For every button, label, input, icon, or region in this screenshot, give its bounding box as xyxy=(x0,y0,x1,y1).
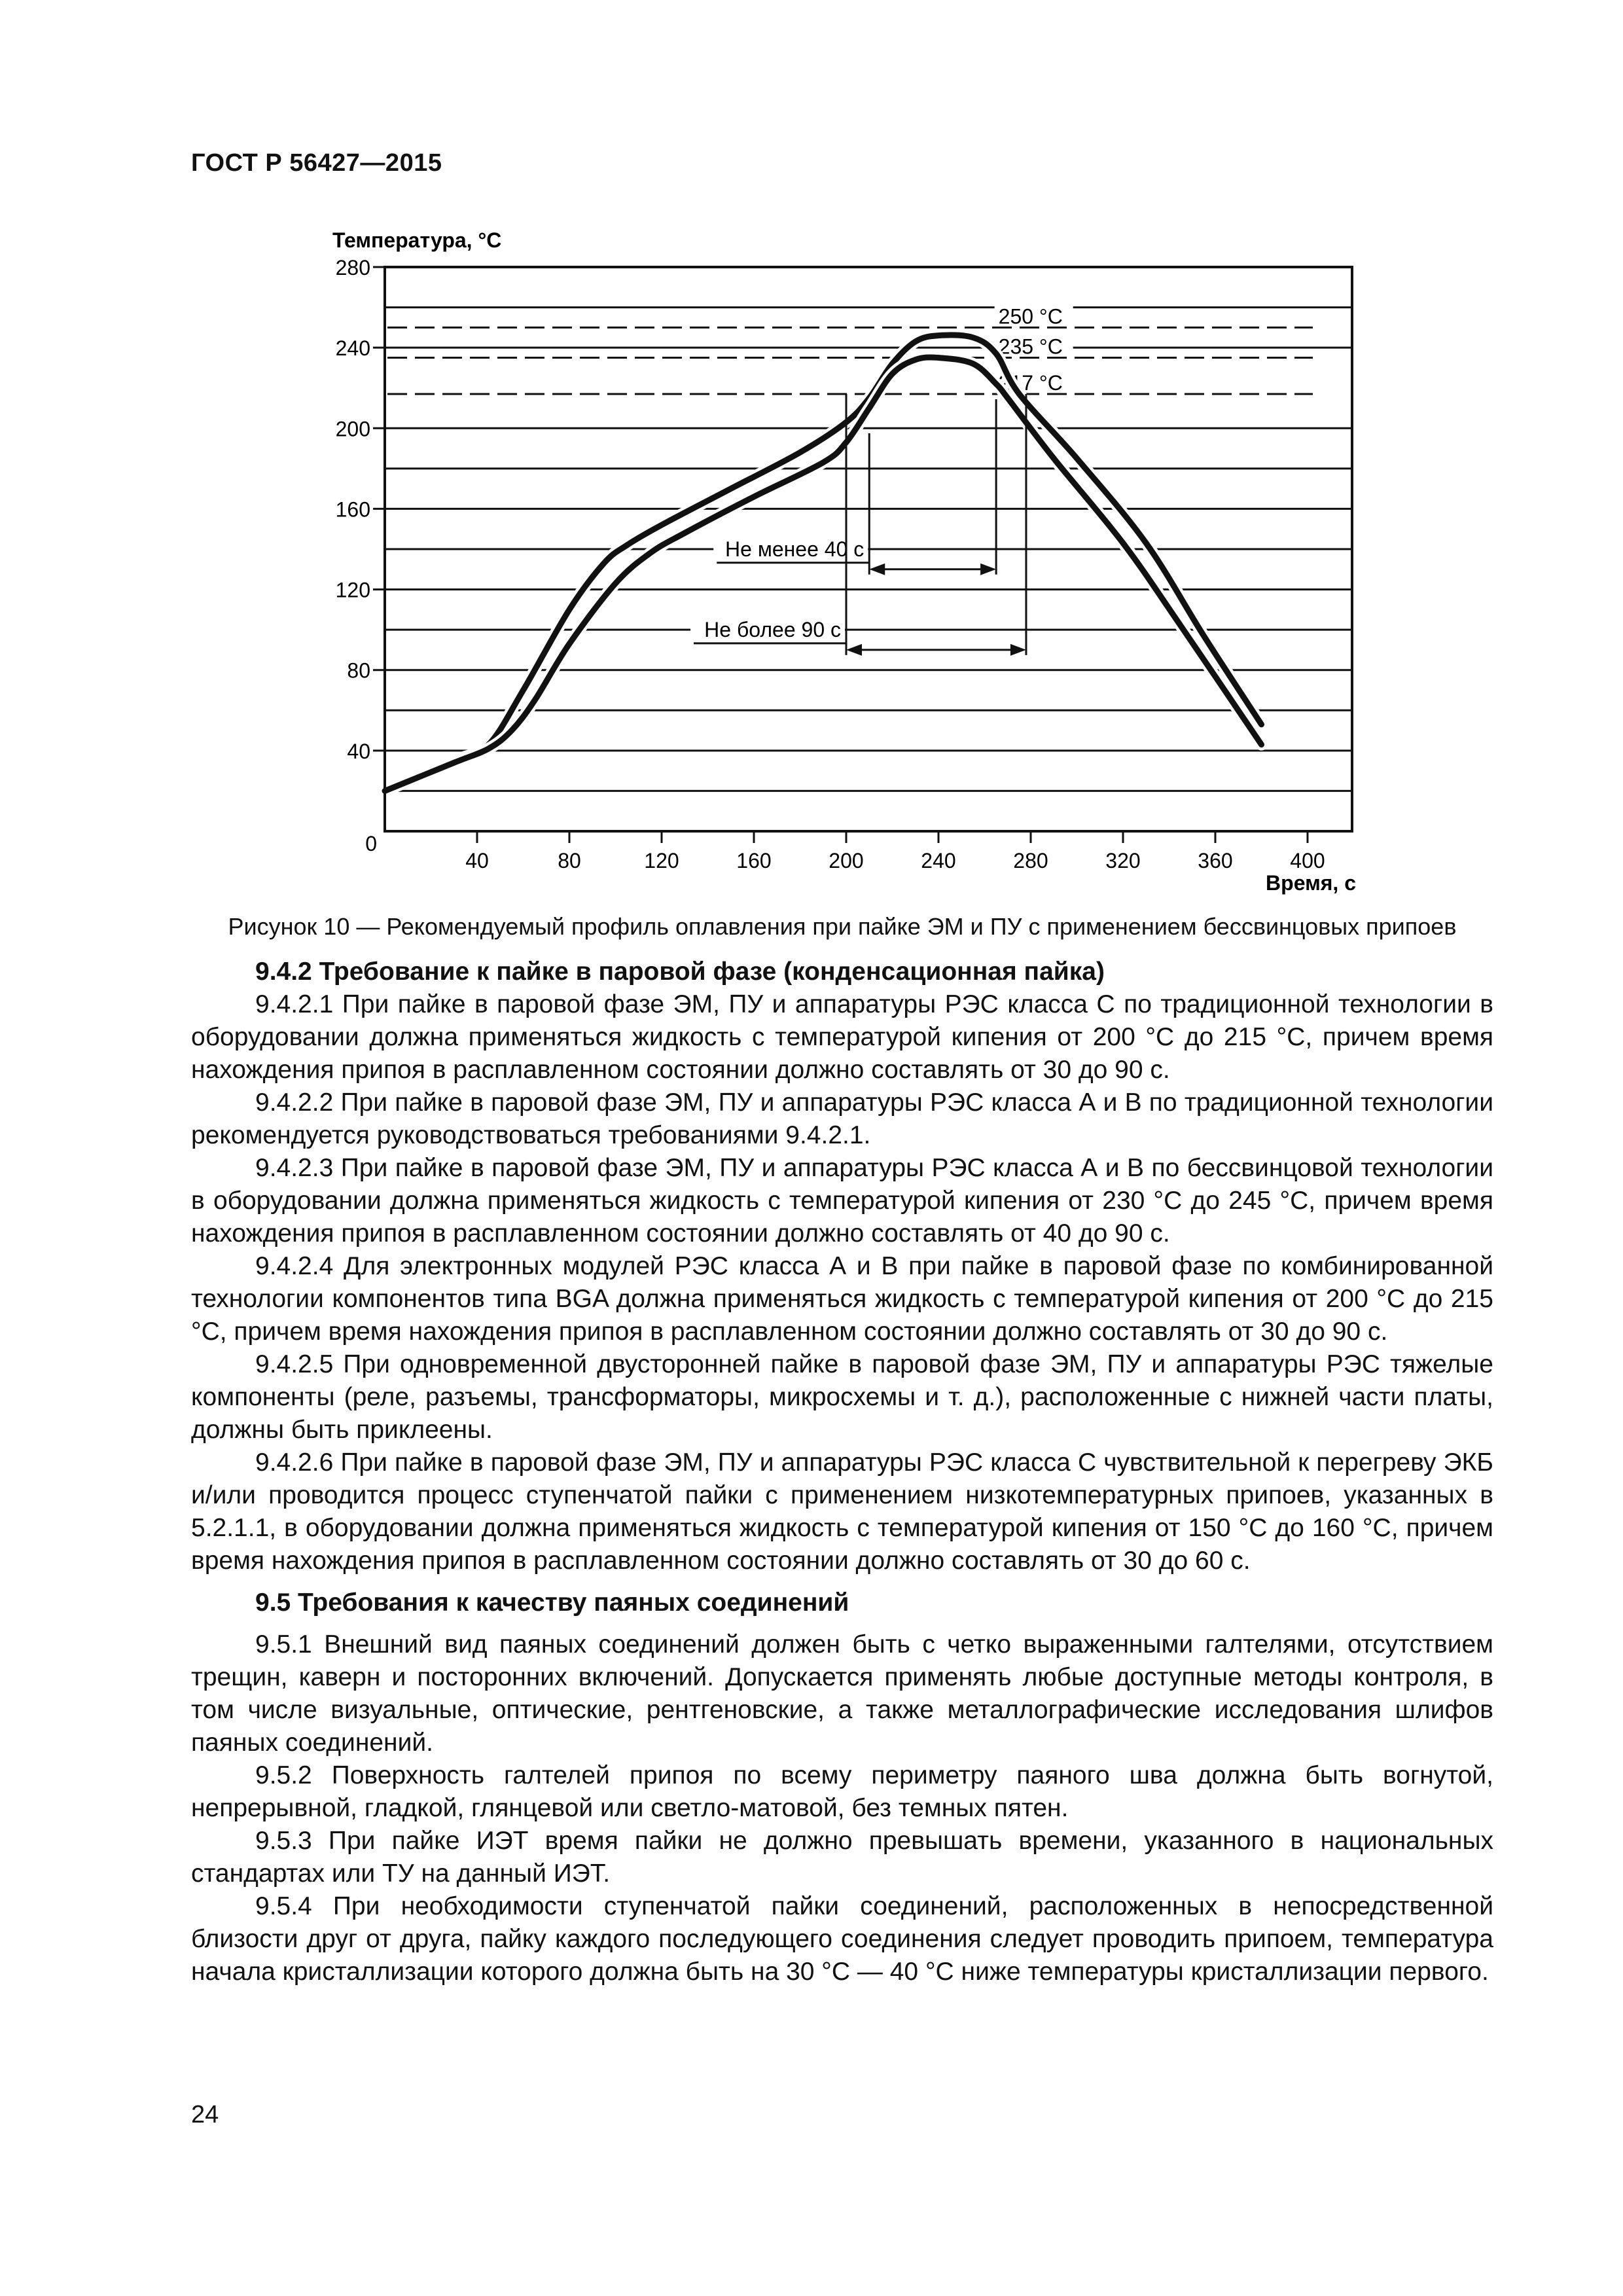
series-lower-profile xyxy=(385,357,1262,791)
x-tick-label: 320 xyxy=(1105,849,1141,872)
paragraph-9-5-3: 9.5.3 При пайке ИЭТ время пайки не должно превышать времени, указанного в национальных стандартах или ТУ на данный ИЭТ. xyxy=(191,1827,1493,1888)
x-tick-label: 200 xyxy=(829,849,864,872)
arrowhead-left xyxy=(869,564,885,575)
y-tick-label: 160 xyxy=(335,497,370,522)
paragraph-9-5-2: 9.5.2 Поверхность галтелей припоя по всему периметру паяного шва должна быть вогнутой, непрерывной, гладкой, глянцевой или светло-матовой, без темных пятен. xyxy=(191,1761,1493,1822)
reference-label: 217 °С xyxy=(998,370,1063,395)
arrowhead-right xyxy=(1010,644,1026,656)
y-tick-label: 280 xyxy=(335,256,370,279)
reflow-profile-chart xyxy=(0,0,1623,916)
y-tick-label: 120 xyxy=(335,578,370,602)
y-tick-label: 200 xyxy=(335,417,370,441)
chart-svg xyxy=(0,0,1623,916)
x-tick-label: 360 xyxy=(1198,849,1233,872)
paragraph-9-5-1: 9.5.1 Внешний вид паяных соединений должен быть с четко выраженными галтелями, отсутствием трещин, каверн и посторонних включений. Допускается применять любые доступные методы контроля, в том числе визуальные, оптические, рентгеновские, а также металлографические исследования шлифов паяных соединений. xyxy=(191,1630,1493,1757)
arrowhead-right xyxy=(980,564,996,575)
section-heading-9-4-2: 9.4.2 Требование к пайке в паровой фазе (конденсационная пайка) xyxy=(255,958,1105,986)
x-tick-label: 280 xyxy=(1013,849,1048,872)
paragraph-9-4-2-3: 9.4.2.3 При пайке в паровой фазе ЭМ, ПУ и аппаратуры РЭС класса А и В по бессвинцовой технологии в оборудовании должна применяться жидкость с температурой кипения от 230 °С до 245 °С, причем время нахождения припоя в расплавленном состоянии должно составлять от 40 до 90 с. xyxy=(191,1154,1493,1247)
paragraph-9-4-2-6: 9.4.2.6 При пайке в паровой фазе ЭМ, ПУ и аппаратуры РЭС класса С чувствительной к перегреву ЭКБ и/или проводится процесс ступенчатой пайки с применением низкотемпературных припоев, указанных в 5.2.1.1, в оборудовании должна применяться жидкость с температурой кипения от 150 °С до 160 °С, причем время нахождения припоя в расплавленном состоянии должно составлять от 30 до 60 с. xyxy=(191,1448,1493,1575)
annotation-label: Не более 90 с xyxy=(704,617,841,641)
x-tick-label: 160 xyxy=(736,849,772,872)
x-tick-label: 120 xyxy=(644,849,679,872)
y-tick-label: 240 xyxy=(335,336,370,361)
x-tick-label: 400 xyxy=(1290,849,1325,872)
figure-caption: Рисунок 10 — Рекомендуемый профиль оплавления при пайке ЭМ и ПУ с применением бессвинцовых припоев xyxy=(228,913,1457,940)
section-heading-9-5: 9.5 Требования к качеству паяных соединений xyxy=(255,1588,849,1617)
page-number: 24 xyxy=(191,2101,219,2128)
x-tick-label: 240 xyxy=(921,849,956,872)
reference-label: 235 °С xyxy=(998,334,1063,359)
standard-header: ГОСТ Р 56427—2015 xyxy=(191,149,442,177)
paragraph-9-4-2-2: 9.4.2.2 При пайке в паровой фазе ЭМ, ПУ и аппаратуры РЭС класса А и В по традиционной технологии рекомендуется руководствоваться требованиями 9.4.2.1. xyxy=(191,1088,1493,1149)
y-axis-title: Температура, °С xyxy=(332,228,502,252)
x-tick-label: 80 xyxy=(558,849,581,872)
arrowhead-left xyxy=(846,644,862,656)
paragraph-9-4-2-1: 9.4.2.1 При пайке в паровой фазе ЭМ, ПУ и аппаратуры РЭС класса С по традиционной технологии в оборудовании должна применяться жидкость с температурой кипения от 200 °С до 215 °С, причем время нахождения припоя в расплавленном состоянии должно составлять от 30 до 90 с. xyxy=(191,990,1493,1084)
y-tick-label: 40 xyxy=(347,739,370,763)
paragraph-9-4-2-4: 9.4.2.4 Для электронных модулей РЭС класса А и В при пайке в паровой фазе по комбинированной технологии компонентов типа BGA должна применяться жидкость с температурой кипения от 200 °С до 215 °С, причем время нахождения припоя в расплавленном состоянии должно составлять от 30 до 90 с. xyxy=(191,1252,1493,1346)
document-body xyxy=(191,956,1493,1988)
origin-label: 0 xyxy=(365,832,377,855)
paragraph-9-5-4: 9.5.4 При необходимости ступенчатой пайки соединений, расположенных в непосредственной близости друг от друга, пайку каждого последующего соединения следует проводить припоем, температура начала кристаллизации которого должна быть на 30 °С — 40 °С ниже температуры кристаллизации первого. xyxy=(191,1892,1493,1986)
y-tick-label: 80 xyxy=(347,658,370,683)
reference-label: 250 °С xyxy=(998,304,1063,329)
x-tick-label: 40 xyxy=(465,849,489,872)
annotation-label: Не менее 40 с xyxy=(725,537,865,561)
x-axis-title: Время, с xyxy=(1266,871,1356,895)
paragraph-9-4-2-5: 9.4.2.5 При одновременной двусторонней пайке в паровой фазе ЭМ, ПУ и аппаратуры РЭС тяжелые компоненты (реле, разъемы, трансформаторы, микросхемы и т. д.), расположенные с нижней части платы, должны быть приклеены. xyxy=(191,1350,1493,1444)
